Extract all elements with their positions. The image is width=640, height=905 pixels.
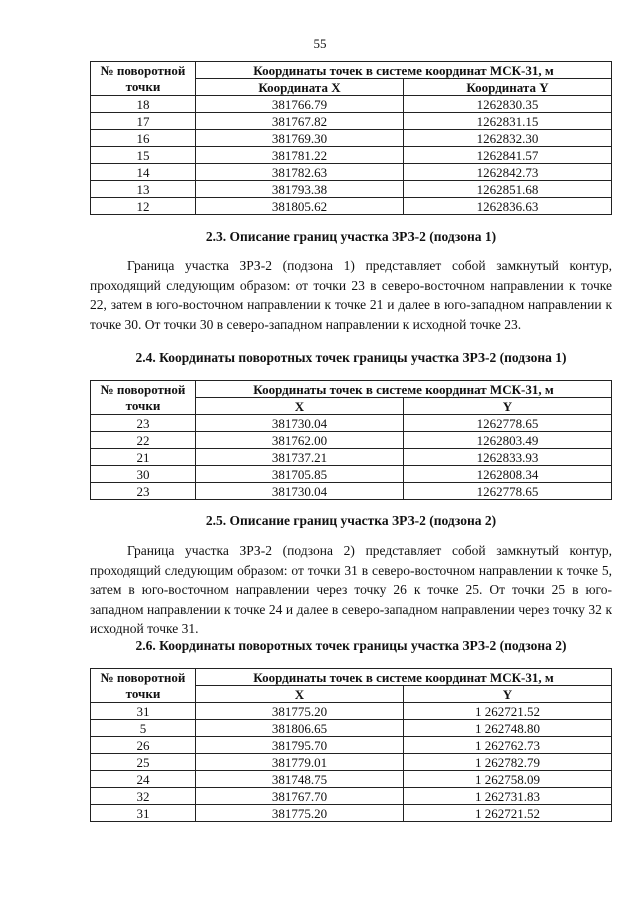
y-coordinate-cell: 1 262782.79 — [404, 754, 612, 771]
x-coordinate-cell: 381767.82 — [196, 113, 404, 130]
point-number-cell: 21 — [91, 449, 196, 466]
x-coordinate-cell: 381779.01 — [196, 754, 404, 771]
coordinates-table-2 — [90, 380, 612, 500]
header-point-number — [91, 669, 196, 703]
header-point-label: № поворотной — [100, 381, 186, 397]
table-row — [91, 147, 612, 164]
y-coordinate-cell: 1 262758.09 — [404, 771, 612, 788]
y-coordinate-cell: 1262851.68 — [404, 181, 612, 198]
point-number-cell: 30 — [91, 466, 196, 483]
table-row — [91, 181, 612, 198]
table-row — [91, 198, 612, 215]
x-coordinate-cell: 381805.62 — [196, 198, 404, 215]
point-number-cell: 15 — [91, 147, 196, 164]
section-2-4-heading: 2.4. Координаты поворотных точек границы участка ЗРЗ-2 (подзона 1) — [135, 350, 567, 365]
table-row — [91, 113, 612, 130]
point-number-cell: 31 — [91, 805, 196, 822]
point-number-cell: 31 — [91, 703, 196, 720]
table-row — [91, 483, 612, 500]
table-row — [91, 164, 612, 181]
section-2-6-heading: 2.6. Координаты поворотных точек границы участка ЗРЗ-2 (подзона 2) — [135, 638, 567, 653]
table-row — [91, 432, 612, 449]
page-number: 55 — [313, 36, 327, 51]
x-coordinate-cell: 381748.75 — [196, 771, 404, 788]
point-number-cell: 5 — [91, 720, 196, 737]
point-number-cell: 14 — [91, 164, 196, 181]
point-number-cell: 17 — [91, 113, 196, 130]
x-coordinate-cell: 381775.20 — [196, 703, 404, 720]
point-number-cell: 26 — [91, 737, 196, 754]
table-row — [91, 415, 612, 432]
x-coordinate-cell: 381775.20 — [196, 805, 404, 822]
section-2-5-heading: 2.5. Описание границ участка ЗРЗ-2 (подзона 2) — [205, 513, 497, 528]
header-coordinates: Координаты точек в системе координат МСК-31, м — [196, 669, 612, 686]
y-coordinate-cell: 1262778.65 — [404, 483, 612, 500]
point-number-cell: 23 — [91, 415, 196, 432]
y-coordinate-cell: 1 262748.80 — [404, 720, 612, 737]
y-coordinate-cell: 1 262721.52 — [404, 805, 612, 822]
header-point-label: № поворотной — [100, 62, 186, 78]
section-2-5-text: Граница участка ЗРЗ-2 (подзона 2) представляет собой замкнутый контур, проходящий следующим образом: от точки 31 в северо-восточном направлении к точке 5, затем в юго-восточном направлении через точку 26 к точке 25. От точки 25 в юго-западном направлении к точке 24 и далее в северо-западном направлении через точку 32 к исходной точке 31. — [90, 543, 612, 636]
coordinates-table-1 — [90, 61, 612, 215]
x-coordinate-cell: 381737.21 — [196, 449, 404, 466]
header-point-label: № поворотной — [100, 669, 186, 685]
header-x: X — [196, 398, 404, 415]
y-coordinate-cell: 1262803.49 — [404, 432, 612, 449]
table-row — [91, 96, 612, 113]
header-x: X — [196, 686, 404, 703]
x-coordinate-cell: 381730.04 — [196, 415, 404, 432]
x-coordinate-cell: 381795.70 — [196, 737, 404, 754]
y-coordinate-cell: 1 262731.83 — [404, 788, 612, 805]
point-number-cell: 25 — [91, 754, 196, 771]
y-coordinate-cell: 1 262762.73 — [404, 737, 612, 754]
header-point-number — [91, 381, 196, 415]
table-row — [91, 754, 612, 771]
x-coordinate-cell: 381782.63 — [196, 164, 404, 181]
header-point-label-2: точки — [125, 685, 161, 701]
y-coordinate-cell: 1262842.73 — [404, 164, 612, 181]
table-row — [91, 737, 612, 754]
y-coordinate-cell: 1262808.34 — [404, 466, 612, 483]
x-coordinate-cell: 381793.38 — [196, 181, 404, 198]
header-y: Y — [404, 686, 612, 703]
header-y: Координата Y — [404, 79, 612, 96]
header-coordinates: Координаты точек в системе координат МСК-31, м — [196, 381, 612, 398]
table-row — [91, 771, 612, 788]
table-row — [91, 788, 612, 805]
header-x: Координата X — [196, 79, 404, 96]
y-coordinate-cell: 1262833.93 — [404, 449, 612, 466]
point-number-cell: 23 — [91, 483, 196, 500]
table-row — [91, 466, 612, 483]
x-coordinate-cell: 381769.30 — [196, 130, 404, 147]
header-coordinates: Координаты точек в системе координат МСК-31, м — [196, 62, 612, 79]
table-row — [91, 720, 612, 737]
point-number-cell: 16 — [91, 130, 196, 147]
x-coordinate-cell: 381806.65 — [196, 720, 404, 737]
point-number-cell: 24 — [91, 771, 196, 788]
table-row — [91, 805, 612, 822]
header-y: Y — [404, 398, 612, 415]
header-point-label-2: точки — [125, 397, 161, 413]
y-coordinate-cell: 1262830.35 — [404, 96, 612, 113]
y-coordinate-cell: 1 262721.52 — [404, 703, 612, 720]
point-number-cell: 32 — [91, 788, 196, 805]
y-coordinate-cell: 1262841.57 — [404, 147, 612, 164]
y-coordinate-cell: 1262832.30 — [404, 130, 612, 147]
x-coordinate-cell: 381705.85 — [196, 466, 404, 483]
section-2-3-text: Граница участка ЗРЗ-2 (подзона 1) представляет собой замкнутый контур, проходящий следующим образом: от точки 23 в северо-восточном направлении к точке 22, затем в юго-восточном направлении к точке 21 и далее в юго-западном направлении к точке 30. От точки 30 в северо-западном направлении к исходной точке 23. — [90, 258, 612, 332]
table-row — [91, 703, 612, 720]
section-2-3-heading: 2.3. Описание границ участка ЗРЗ-2 (подзона 1) — [205, 229, 497, 244]
header-point-number — [91, 62, 196, 96]
x-coordinate-cell: 381767.70 — [196, 788, 404, 805]
point-number-cell: 13 — [91, 181, 196, 198]
x-coordinate-cell: 381766.79 — [196, 96, 404, 113]
y-coordinate-cell: 1262836.63 — [404, 198, 612, 215]
y-coordinate-cell: 1262778.65 — [404, 415, 612, 432]
x-coordinate-cell: 381781.22 — [196, 147, 404, 164]
header-point-label-2: точки — [125, 78, 161, 94]
x-coordinate-cell: 381762.00 — [196, 432, 404, 449]
point-number-cell: 12 — [91, 198, 196, 215]
point-number-cell: 22 — [91, 432, 196, 449]
coordinates-table-3 — [90, 668, 612, 822]
table-row — [91, 130, 612, 147]
y-coordinate-cell: 1262831.15 — [404, 113, 612, 130]
x-coordinate-cell: 381730.04 — [196, 483, 404, 500]
point-number-cell: 18 — [91, 96, 196, 113]
table-row — [91, 449, 612, 466]
